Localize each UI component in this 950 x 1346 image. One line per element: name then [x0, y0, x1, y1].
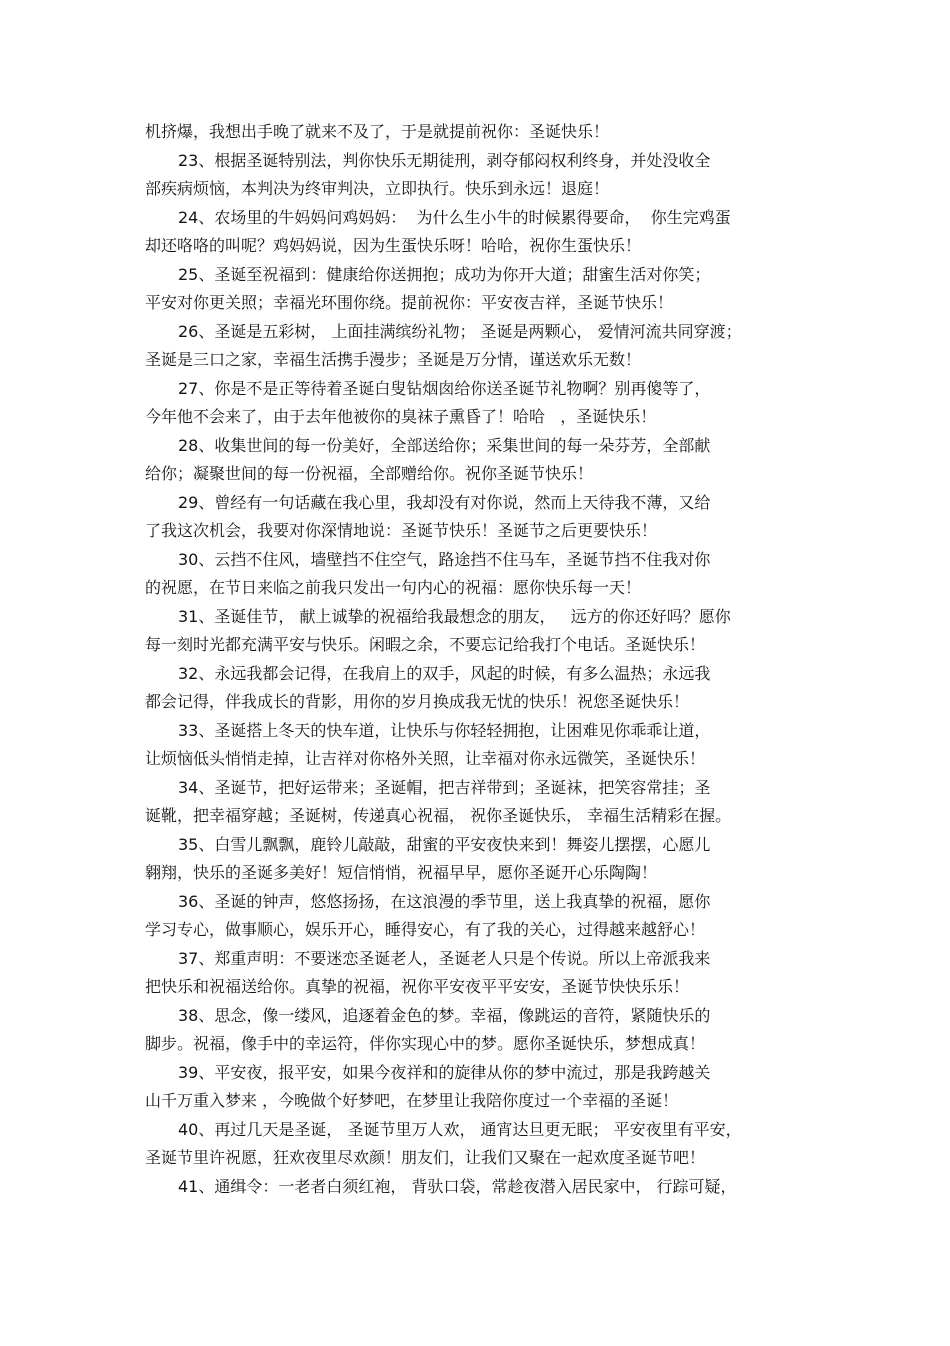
paragraph-first-line: 26、圣诞是五彩树， 上面挂满缤纷礼物； 圣诞是两颗心， 爱情河流共同穿渡； [178, 321, 742, 341]
paragraph-first-line: 25、圣诞至祝福到：健康给你送拥抱；成功为你开大道；甜蜜生活对你笑； [178, 264, 711, 284]
paragraph-first-line: 35、白雪儿飘飘，鹿铃儿敲敲，甜蜜的平安夜快来到！舞姿儿摆摆，心愿儿 [178, 834, 711, 854]
paragraph-first-line: 41、通缉令：一老者白须红袍， 背驮口袋，常趁夜潜入居民家中， 行踪可疑， [178, 1176, 737, 1196]
paragraph-line: 部疾病烦恼，本判决为终审判决，立即执行。快乐到永远！退庭！ [145, 179, 610, 198]
paragraph-first-line: 29、曾经有一句话藏在我心里，我却没有对你说，然而上天待我不薄，又给 [178, 492, 711, 512]
paragraph-line: 圣诞是三口之家，幸福生活携手漫步；圣诞是万分情，谨送欢乐无数！ [145, 350, 642, 369]
paragraph-line: 机挤爆，我想出手晚了就来不及了，于是就提前祝你：圣诞快乐！ [145, 122, 610, 141]
paragraph-line: 让烦恼低头悄悄走掉，让吉祥对你格外关照，让幸福对你永远微笑，圣诞快乐！ [145, 749, 706, 768]
paragraph-first-line: 31、圣诞佳节， 献上诚挚的祝福给我最想念的朋友， 远方的你还好吗？愿你 [178, 606, 731, 626]
paragraph-first-line: 32、永远我都会记得，在我肩上的双手，风起的时候，有多么温热；永远我 [178, 663, 711, 683]
paragraph-first-line: 40、再过几天是圣诞， 圣诞节里万人欢， 通宵达旦更无眠； 平安夜里有平安， [178, 1119, 742, 1139]
paragraph-line: 诞靴，把幸福穿越；圣诞树，传递真心祝福， 祝你圣诞快乐， 幸福生活精彩在握。 [145, 806, 732, 825]
paragraph-line: 平安对你更关照；幸福光环围你绕。提前祝你：平安夜吉祥，圣诞节快乐！ [145, 293, 674, 312]
paragraph-line: 了我这次机会，我要对你深情地说：圣诞节快乐！圣诞节之后更要快乐！ [145, 521, 658, 540]
paragraph-first-line: 28、收集世间的每一份美好，全部送给你；采集世间的每一朵芬芳，全部献 [178, 435, 711, 455]
paragraph-line: 脚步。祝福，像手中的幸运符，伴你实现心中的梦。愿你圣诞快乐，梦想成真！ [145, 1034, 706, 1053]
paragraph-first-line: 30、云挡不住风，墙壁挡不住空气，路途挡不住马车，圣诞节挡不住我对你 [178, 549, 711, 569]
paragraph-first-line: 23、根据圣诞特别法，判你快乐无期徒刑，剥夺郁闷权利终身，并处没收全 [178, 150, 711, 170]
paragraph-line: 的祝愿，在节日来临之前我只发出一句内心的祝福：愿你快乐每一天！ [145, 578, 642, 597]
paragraph-first-line: 39、平安夜，报平安，如果今夜祥和的旋律从你的梦中流过，那是我跨越关 [178, 1062, 711, 1082]
paragraph-first-line: 33、圣诞搭上冬天的快车道，让快乐与你轻轻拥抱，让困难见你乖乖让道， [178, 720, 711, 740]
paragraph-first-line: 37、郑重声明：不要迷恋圣诞老人，圣诞老人只是个传说。所以上帝派我来 [178, 948, 711, 968]
paragraph-line: 都会记得，伴我成长的背影，用你的岁月换成我无忧的快乐！祝您圣诞快乐！ [145, 692, 690, 711]
paragraph-first-line: 36、圣诞的钟声，悠悠扬扬，在这浪漫的季节里，送上我真挚的祝福，愿你 [178, 891, 711, 911]
paragraph-first-line: 34、圣诞节，把好运带来；圣诞帽，把吉祥带到；圣诞袜，把笑容常挂；圣 [178, 777, 711, 797]
paragraph-line: 却还咯咯的叫呢？鸡妈妈说，因为生蛋快乐呀！哈哈，祝你生蛋快乐！ [145, 236, 642, 255]
paragraph-line: 给你；凝聚世间的每一份祝福，全部赠给你。祝你圣诞节快乐！ [145, 464, 594, 483]
paragraph-first-line: 38、思念，像一缕风，追逐着金色的梦。幸福，像跳运的音符，紧随快乐的 [178, 1005, 711, 1025]
paragraph-line: 每一刻时光都充满平安与快乐。闲暇之余，不要忘记给我打个电话。圣诞快乐！ [145, 635, 706, 654]
paragraph-line: 学习专心，做事顺心，娱乐开心，睡得安心，有了我的关心，过得越来越舒心！ [145, 920, 706, 939]
paragraph-line: 今年他不会来了，由于去年他被你的臭袜子熏昏了！哈哈 ，圣诞快乐！ [145, 407, 657, 426]
paragraph-first-line: 27、你是不是正等待着圣诞白叟钻烟囱给你送圣诞节礼物啊？别再傻等了， [178, 378, 711, 398]
paragraph-line: 山千万重入梦来 ，今晚做个好梦吧，在梦里让我陪你度过一个幸福的圣诞！ [145, 1091, 679, 1110]
paragraph-line: 把快乐和祝福送给你。真挚的祝福，祝你平安夜平平安安，圣诞节快快乐乐！ [145, 977, 690, 996]
paragraph-line: 圣诞节里许祝愿，狂欢夜里尽欢颜！朋友们，让我们又聚在一起欢度圣诞节吧！ [145, 1148, 706, 1167]
document-body [145, 118, 805, 1201]
paragraph-line: 翱翔，快乐的圣诞多美好！短信悄悄，祝福早早，愿你圣诞开心乐陶陶！ [145, 863, 658, 882]
paragraph-first-line: 24、农场里的牛妈妈问鸡妈妈： 为什么生小牛的时候累得要命， 你生完鸡蛋 [178, 207, 731, 227]
